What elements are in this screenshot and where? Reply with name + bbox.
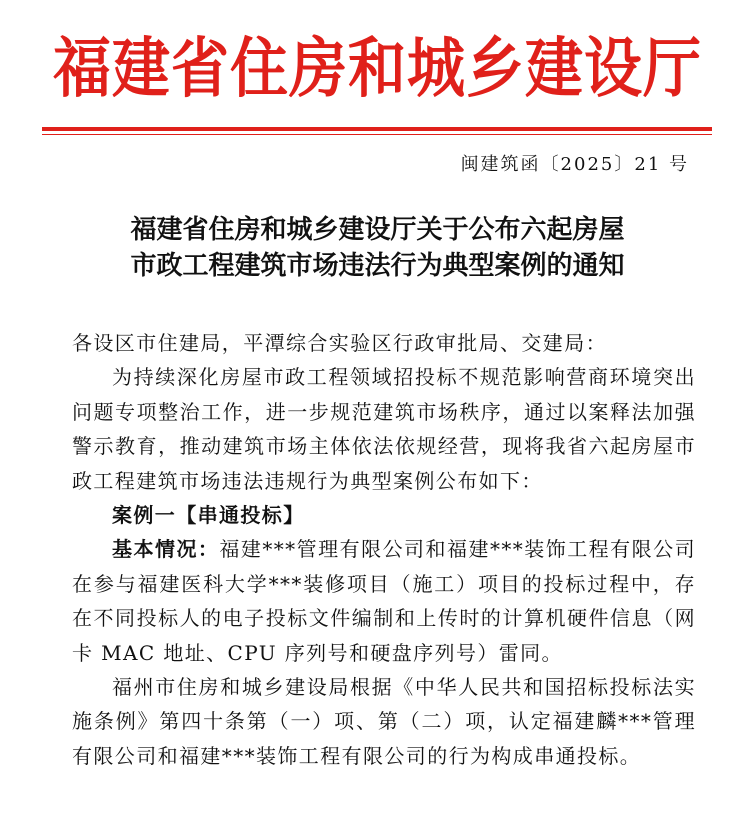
- title-line-2: 市政工程建筑市场违法行为典型案例的通知: [130, 251, 625, 281]
- intro-paragraph: 为持续深化房屋市政工程领域招投标不规范影响营商环境突出问题专项整治工作，进一步规范建筑市场秩序，通过以案释法加强警示教育，推动建筑市场主体依法依规经营，现将我省六起房屋市政工程建筑市场违法违规行为典型案例公布如下：: [72, 365, 696, 493]
- header-divider-thick: [42, 127, 712, 131]
- header-divider-thin: [42, 134, 712, 135]
- title-line-1: 福建省住房和城乡建设厅关于公布六起房屋: [130, 215, 625, 245]
- basic-situation-label: 基本情况：: [112, 537, 220, 562]
- basic-situation-text: 福建***管理有限公司和福建***装饰工程有限公司在参与福建医科大学***装修项目（施工）项目的投标过程中，存在不同投标人的电子投标文件编制和上传时的计算机硬件信息（网卡 MAC 地址、CPU 序列号和硬盘序列号）雷同。: [72, 537, 697, 665]
- document-body: [72, 326, 696, 773]
- ruling-paragraph: 福州市住房和城乡建设局根据《中华人民共和国招标投标法实施条例》第四十条第（一）项、第（二）项，认定福建麟***管理有限公司和福建***装饰工程有限公司的行为构成串通投标。: [72, 675, 696, 768]
- document-title: [0, 212, 755, 284]
- document-number: 闽建筑函〔2025〕21 号: [460, 154, 689, 175]
- agency-masthead: 福建省住房和城乡建设厅: [52, 29, 702, 107]
- case-heading: 案例一【串通投标】: [112, 503, 305, 528]
- salutation: 各设区市住建局，平潭综合实验区行政审批局、交建局：: [72, 331, 607, 355]
- basic-situation-paragraph: [72, 532, 696, 670]
